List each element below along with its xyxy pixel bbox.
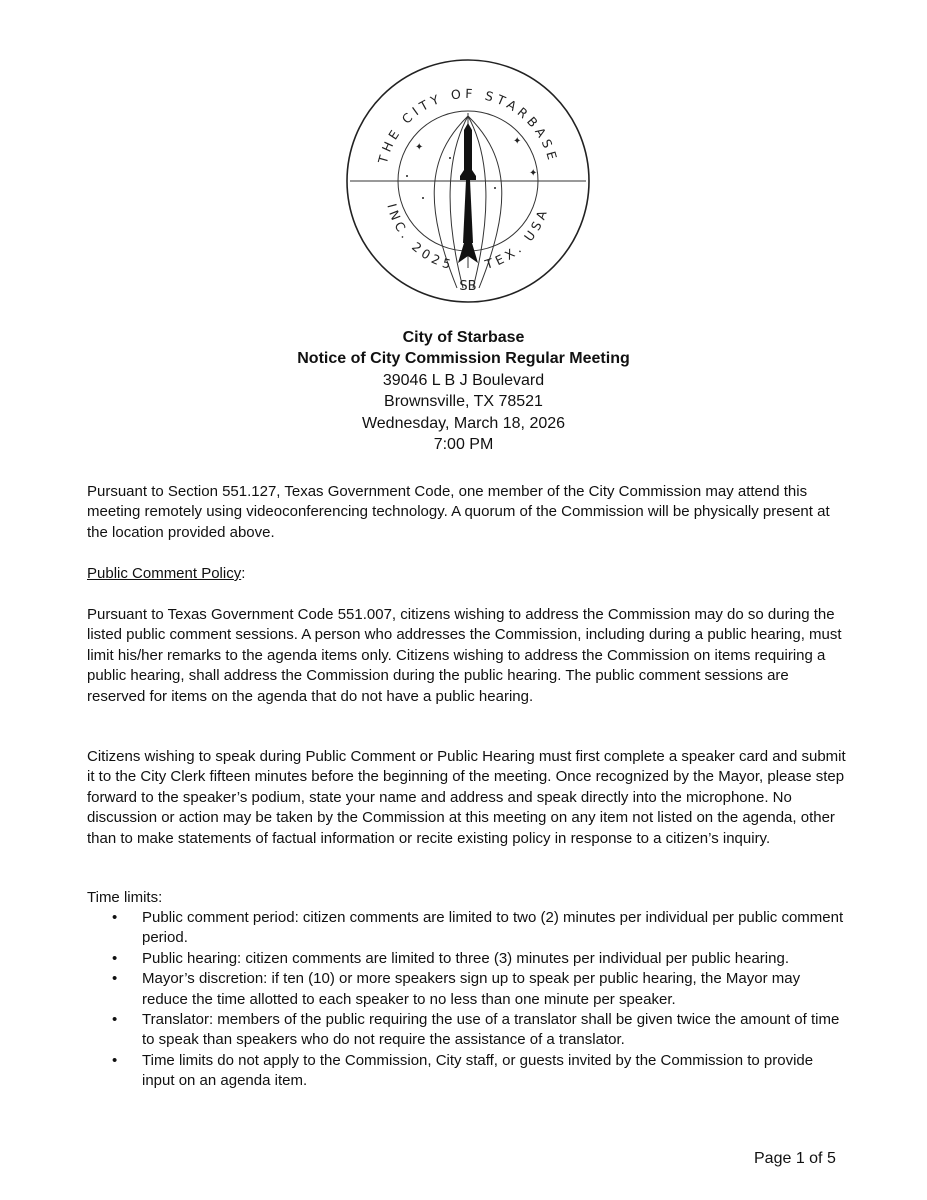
svg-text:✦: ✦: [529, 168, 538, 179]
policy-para2-text: Citizens wishing to speak during Public Comment or Public Hearing must first complete a speaker card and submit it to the City Clerk fifteen minutes before the beginning of the meeting. Once recognized by the Mayor, please step forward to the speaker’s podium, state your name and address and speak directly into the microphone. No discussion or action may be taken by the Commission at this meeting on any item not listed on the agenda, other than to make statements of factual information or recite existing policy in response to a citizen’s inquiry.: [87, 748, 846, 847]
svg-text:✦: ✦: [513, 136, 522, 147]
policy-para1-text: Pursuant to Texas Government Code 551.007, citizens wishing to address the Commission may do so during the listed public comment sessions. A person who addresses the Commission, including during a public hearing, must limit his/her remarks to the agenda items only. Citizens wishing to address the Commission on items requiring a public hearing, shall address the Commission during the public hearing. The public comment sessions are reserved for items on the agenda that do not have a public hearing.: [87, 606, 842, 705]
svg-text:✦: ✦: [415, 142, 424, 153]
svg-text:INC. 2025: [384, 202, 456, 273]
meeting-header: [0, 327, 927, 455]
svg-text:TEX. USA: [482, 205, 551, 272]
intro-paragraph: [87, 482, 847, 543]
time-limits-heading: Time limits:: [87, 889, 163, 906]
address-line-1: 39046 L B J Boulevard: [382, 371, 545, 389]
intro-text: Pursuant to Section 551.127, Texas Government Code, one member of the City Commission may attend this meeting remotely using videoconferencing technology. A quorum of the Commission will be physically present at the location provided above.: [87, 483, 830, 541]
page-number: Page 1 of 5: [754, 1150, 836, 1167]
list-item: • Public hearing: citizen comments are limited to three (3) minutes per individual per public hearing.: [87, 949, 847, 969]
policy-paragraph-1: [87, 605, 847, 707]
policy-heading: Public Comment Policy: [87, 565, 242, 582]
time-limits-list: [87, 908, 847, 1092]
list-item: • Translator: members of the public requiring the use of a translator shall be given twice the amount of time to speak than speakers who do not require the assistance of a translator.: [87, 1010, 847, 1051]
policy-paragraph-2: [87, 747, 847, 849]
seal-monogram: SB: [459, 279, 477, 294]
time-limits-heading-block: [87, 888, 847, 908]
policy-heading-colon: :: [241, 565, 246, 582]
notice-title: Notice of City Commission Regular Meeting: [297, 350, 630, 368]
seal-top-text: THE CITY OF STARBASE: [374, 85, 562, 166]
city-seal-logo: [345, 58, 591, 304]
seal-bottom-left-text: INC. 2025: [384, 201, 457, 273]
list-item: • Mayor’s discretion: if ten (10) or more speakers sign up to speak per public hearing, the Mayor may reduce the time allotted to each speaker to no less than one minute per speaker.: [87, 969, 847, 1010]
policy-heading-block: [87, 564, 847, 584]
address-line-2: Brownsville, TX 78521: [384, 393, 543, 411]
list-item: • Public comment period: citizen comments are limited to two (2) minutes per individual per public comment period.: [87, 908, 847, 949]
city-name: City of Starbase: [402, 329, 525, 346]
meeting-time: 7:00 PM: [433, 436, 494, 454]
meeting-date: Wednesday, March 18, 2026: [361, 414, 566, 432]
seal-bottom-right-text: TEX. USA: [483, 204, 551, 272]
list-item: • Time limits do not apply to the Commission, City staff, or guests invited by the Commission to provide input on an agenda item.: [87, 1051, 847, 1092]
